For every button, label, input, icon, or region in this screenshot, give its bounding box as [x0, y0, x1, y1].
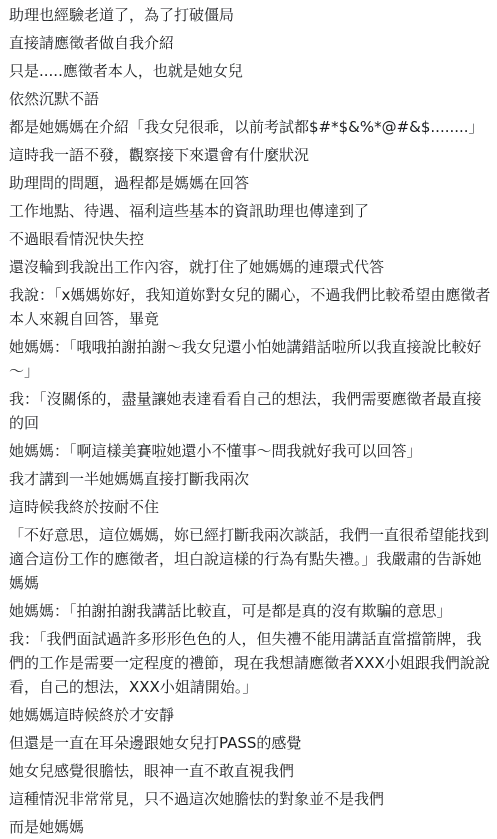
post-paragraph-6: 這時我一語不發，觀察接下來還會有什麼狀況 [9, 146, 310, 164]
post-paragraph-5: 都是她媽媽在介紹「我女兒很乖，以前考試都$#*$&%*@#&$........」 [9, 118, 484, 136]
post-paragraph-4: 依然沉默不語 [9, 90, 100, 108]
post-paragraph-11: 我說：「x媽媽妳好，我知道妳對女兒的關心，不過我們比較希望由應徵者本人來親自回答，畢竟 [9, 286, 491, 328]
post-paragraph-1: 助理也經驗老道了，為了打破僵局 [9, 6, 235, 24]
post-paragraph-2: 直接請應徵者做自我介紹 [9, 34, 175, 52]
post-paragraph-17: 「不好意思，這位媽媽，妳已經打斷我兩次談話，我們一直很希望能找到適合這份工作的應徵者，坦白說這樣的行為有點失禮。」我嚴肅的告訴她媽媽 [9, 526, 490, 592]
post-paragraph-23: 這種情況非常常見，只不過這次她膽怯的對象並不是我們 [9, 790, 385, 808]
post-paragraph-16: 這時候我終於按耐不住 [9, 498, 160, 516]
post-paragraph-15: 我才講到一半她媽媽直接打斷我兩次 [9, 470, 250, 488]
post-paragraph-8: 工作地點、待遇、福利這些基本的資訊助理也傳達到了 [9, 202, 370, 220]
post-paragraph-12: 她媽媽：「哦哦拍謝拍謝～我女兒還小怕她講錯話啦所以我直接說比較好～」 [9, 338, 482, 380]
post-paragraph-22: 她女兒感覺很膽怯，眼神一直不敢直視我們 [9, 762, 295, 780]
post-paragraph-20: 她媽媽這時候終於才安靜 [9, 706, 175, 724]
post-paragraph-7: 助理問的問題，過程都是媽媽在回答 [9, 174, 250, 192]
post-paragraph-3: 只是.....應徵者本人，也就是她女兒 [9, 62, 243, 80]
post-paragraph-13: 我：「沒關係的，盡量讓她表達看看自己的想法，我們需要應徵者最直接的回 [9, 390, 482, 432]
post-paragraph-9: 不過眼看情況快失控 [9, 230, 145, 248]
post-paragraph-10: 還沒輪到我說出工作內容，就打住了她媽媽的連環式代答 [9, 258, 385, 276]
post-paragraph-18: 她媽媽：「拍謝拍謝我講話比較直，可是都是真的沒有欺騙的意思」 [9, 602, 452, 620]
post-paragraph-14: 她媽媽：「啊這樣美賽啦她還小不懂事～問我就好我可以回答」 [9, 442, 422, 460]
post-paragraph-19: 我：「我們面試過許多形形色色的人，但失禮不能用講話直當擋箭牌，我們的工作是需要一定程度的禮節，現在我想請應徵者XXX小姐跟我們說說看，自己的想法，XXX小姐請開始。」 [9, 630, 490, 696]
post-paragraph-21: 但還是一直在耳朵邊跟她女兒打PASS的感覺 [9, 734, 302, 752]
post-paragraph-24: 而是她媽媽 [9, 818, 85, 836]
